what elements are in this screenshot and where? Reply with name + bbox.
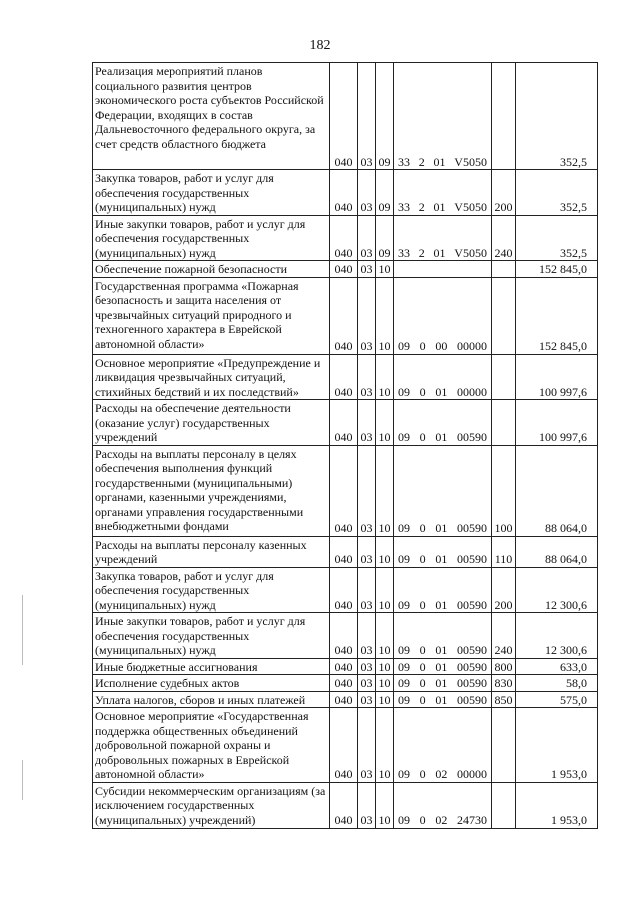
program-code-part: 01 [433, 200, 446, 214]
code-ved: 040 [330, 445, 358, 536]
code-ved: 040 [330, 215, 358, 261]
row-sum: 575,0 [516, 691, 598, 708]
program-code-part: 0 [419, 339, 426, 353]
program-code-part: 01 [435, 643, 448, 657]
row-name: Иные закупки товаров, работ и услуг для обеспечения государственных (муниципальных) нужд [93, 613, 330, 659]
program-code-part: V5050 [454, 154, 487, 169]
program-code-part: 0 [419, 767, 426, 781]
code-vr: 830 [492, 675, 516, 692]
program-code-part: 09 [398, 339, 410, 353]
code-ved: 040 [330, 354, 358, 400]
code-ved: 040 [330, 277, 358, 354]
row-name: Субсидии некоммерческим организациям (за исключением государственных (муниципальных) учреждений) [93, 782, 330, 828]
program-code-parts [396, 200, 489, 215]
code-ved: 040 [330, 613, 358, 659]
row-sum: 1 953,0 [516, 708, 598, 783]
code-vr: 100 [492, 445, 516, 536]
row-sum: 100 997,6 [516, 400, 598, 446]
code-vr: 240 [492, 613, 516, 659]
row-sum: 352,5 [516, 170, 598, 216]
code-pr: 10 [376, 782, 394, 828]
row-name: Обеспечение пожарной безопасности [93, 261, 330, 278]
row-name: Исполнение судебных актов [93, 675, 330, 692]
code-rz: 03 [358, 277, 376, 354]
code-vr: 200 [492, 170, 516, 216]
program-code-parts [396, 643, 489, 658]
program-code-part: V5050 [454, 200, 487, 214]
program-code-part: 01 [435, 430, 448, 444]
table-row [93, 354, 598, 400]
program-code-part: 00 [435, 339, 448, 353]
program-code-part: 00590 [456, 676, 487, 690]
program-code-part: 00000 [456, 767, 487, 781]
code-pr: 10 [376, 445, 394, 536]
row-sum: 12 300,6 [516, 613, 598, 659]
table-row [93, 261, 598, 278]
row-name: Расходы на обеспечение деятельности (оказание услуг) государственных учреждений [93, 400, 330, 446]
program-code-part: 09 [398, 597, 410, 612]
scan-edge-mark [22, 760, 23, 800]
code-program [394, 445, 492, 536]
code-program [394, 261, 492, 278]
code-ved: 040 [330, 691, 358, 708]
code-program [394, 400, 492, 446]
row-sum: 152 845,0 [516, 261, 598, 278]
code-pr: 09 [376, 170, 394, 216]
program-code-parts [396, 767, 489, 782]
program-code-part: 09 [398, 384, 410, 399]
code-program [394, 691, 492, 708]
code-vr [492, 782, 516, 828]
program-code-parts [396, 693, 489, 708]
code-vr [492, 261, 516, 278]
code-program [394, 354, 492, 400]
code-vr [492, 354, 516, 400]
program-code-part: 00590 [456, 597, 487, 612]
program-code-part: 0 [419, 384, 426, 399]
program-code-part: 01 [435, 521, 448, 535]
code-ved: 040 [330, 658, 358, 675]
table-row [93, 675, 598, 692]
code-pr: 10 [376, 613, 394, 659]
program-code-part: 2 [418, 154, 425, 169]
code-rz: 03 [358, 613, 376, 659]
program-code-part: 09 [398, 813, 410, 827]
program-code-part: 0 [419, 643, 426, 657]
code-vr: 110 [492, 536, 516, 567]
row-sum: 352,5 [516, 63, 598, 170]
program-code-part: 00590 [456, 659, 487, 674]
row-sum: 1 953,0 [516, 782, 598, 828]
program-code-part: 01 [435, 597, 448, 612]
code-rz: 03 [358, 261, 376, 278]
program-code-part: 0 [419, 813, 426, 827]
code-pr: 10 [376, 277, 394, 354]
program-code-part: 33 [398, 154, 410, 169]
program-code-part: 02 [435, 767, 448, 781]
program-code-part: 01 [435, 676, 448, 690]
code-pr: 10 [376, 400, 394, 446]
code-pr: 10 [376, 567, 394, 613]
code-pr: 10 [376, 536, 394, 567]
table-row [93, 536, 598, 567]
program-code-part: 09 [398, 676, 410, 690]
program-code-parts [396, 598, 489, 613]
program-code-part: 00000 [456, 339, 487, 353]
program-code-part: 0 [419, 676, 426, 690]
code-ved: 040 [330, 170, 358, 216]
code-rz: 03 [358, 782, 376, 828]
code-rz: 03 [358, 445, 376, 536]
code-pr: 10 [376, 691, 394, 708]
scan-edge-mark [22, 595, 23, 665]
table-row [93, 691, 598, 708]
code-ved: 040 [330, 400, 358, 446]
code-pr: 10 [376, 675, 394, 692]
row-sum: 352,5 [516, 215, 598, 261]
program-code-parts [396, 676, 489, 691]
code-vr: 800 [492, 658, 516, 675]
code-vr [492, 63, 516, 170]
code-rz: 03 [358, 354, 376, 400]
code-rz: 03 [358, 708, 376, 783]
program-code-part: 01 [435, 659, 448, 674]
program-code-part: 2 [418, 245, 425, 260]
row-name: Иные закупки товаров, работ и услуг для обеспечения государственных (муниципальных) нужд [93, 215, 330, 261]
code-program [394, 277, 492, 354]
code-program [394, 215, 492, 261]
row-name: Государственная программа «Пожарная безопасность и защита населения от чрезвычайных ситуаций природного и техногенного характера в Еврейской автономной области» [93, 277, 330, 354]
program-code-part: 01 [435, 552, 448, 566]
program-code-part: 0 [419, 552, 426, 566]
code-program [394, 708, 492, 783]
row-name: Расходы на выплаты персоналу казенных учреждений [93, 536, 330, 567]
program-code-part: 00590 [456, 430, 487, 444]
code-ved: 040 [330, 567, 358, 613]
program-code-parts [396, 339, 489, 354]
row-name: Основное мероприятие «Государственная поддержка общественных объединений добровольной пожарной охраны и добровольных пожарных в Еврейской автономной области» [93, 708, 330, 783]
code-pr: 09 [376, 63, 394, 170]
budget-table-body [93, 63, 598, 829]
code-rz: 03 [358, 675, 376, 692]
code-program [394, 63, 492, 170]
program-code-parts [396, 385, 489, 400]
code-vr [492, 277, 516, 354]
table-row [93, 658, 598, 675]
program-code-part: 0 [419, 430, 426, 444]
code-ved: 040 [330, 708, 358, 783]
code-rz: 03 [358, 536, 376, 567]
code-rz: 03 [358, 170, 376, 216]
program-code-part: 09 [398, 659, 410, 674]
code-program [394, 536, 492, 567]
table-row [93, 215, 598, 261]
program-code-part: 0 [419, 597, 426, 612]
program-code-part: 0 [419, 692, 426, 707]
code-rz: 03 [358, 691, 376, 708]
program-code-part: 01 [433, 245, 446, 260]
row-sum: 88 064,0 [516, 536, 598, 567]
code-program [394, 170, 492, 216]
program-code-parts [396, 813, 489, 828]
code-pr: 09 [376, 215, 394, 261]
program-code-part: 24730 [456, 813, 487, 827]
page-number: 182 [309, 38, 331, 53]
code-vr: 850 [492, 691, 516, 708]
program-code-part: 01 [435, 692, 448, 707]
row-name: Закупка товаров, работ и услуг для обеспечения государственных (муниципальных) нужд [93, 170, 330, 216]
code-ved: 040 [330, 782, 358, 828]
program-code-part: 09 [398, 430, 410, 444]
row-name: Закупка товаров, работ и услуг для обеспечения государственных (муниципальных) нужд [93, 567, 330, 613]
code-vr: 240 [492, 215, 516, 261]
table-row [93, 708, 598, 783]
row-sum: 100 997,6 [516, 354, 598, 400]
program-code-part: 00590 [456, 552, 487, 566]
row-sum: 152 845,0 [516, 277, 598, 354]
program-code-part: 09 [398, 552, 410, 566]
code-ved: 040 [330, 536, 358, 567]
row-sum: 58,0 [516, 675, 598, 692]
program-code-part: 00590 [456, 692, 487, 707]
program-code-part: 01 [435, 384, 448, 399]
program-code-parts [396, 155, 489, 170]
budget-table [92, 62, 598, 829]
program-code-parts [396, 660, 489, 675]
program-code-part: 01 [433, 154, 446, 169]
code-pr: 10 [376, 354, 394, 400]
code-rz: 03 [358, 567, 376, 613]
code-ved: 040 [330, 675, 358, 692]
row-sum: 88 064,0 [516, 445, 598, 536]
program-code-part: 0 [419, 659, 426, 674]
program-code-parts [396, 246, 489, 261]
code-rz: 03 [358, 63, 376, 170]
program-code-parts [396, 521, 489, 536]
code-pr: 10 [376, 658, 394, 675]
code-ved: 040 [330, 63, 358, 170]
code-rz: 03 [358, 215, 376, 261]
program-code-part: 09 [398, 521, 410, 535]
table-row [93, 170, 598, 216]
program-code-part: 0 [419, 521, 426, 535]
table-row [93, 567, 598, 613]
program-code-part: 2 [418, 200, 425, 214]
program-code-parts [396, 430, 489, 445]
table-row [93, 613, 598, 659]
program-code-part: 00000 [456, 384, 487, 399]
code-rz: 03 [358, 658, 376, 675]
code-rz: 03 [358, 400, 376, 446]
table-row [93, 782, 598, 828]
program-code-part: 09 [398, 643, 410, 657]
program-code-part: 00590 [456, 643, 487, 657]
code-program [394, 782, 492, 828]
code-vr [492, 400, 516, 446]
row-name: Иные бюджетные ассигнования [93, 658, 330, 675]
code-ved: 040 [330, 261, 358, 278]
row-name: Основное мероприятие «Предупреждение и ликвидация чрезвычайных ситуаций, стихийных бедствий и их последствий» [93, 354, 330, 400]
program-code-part: 33 [398, 245, 410, 260]
row-name: Реализация мероприятий планов социального развития центров экономического роста субъектов Российской Федерации, входящих в состав Дальневосточного федерального округа, за счет средств областного бюджета [93, 63, 330, 170]
code-pr: 10 [376, 708, 394, 783]
row-name: Расходы на выплаты персоналу в целях обеспечения выполнения функций государственными (муниципальными) органами, казенными учреждениями, органами управления государственными внебюджетными фондами [93, 445, 330, 536]
row-sum: 12 300,6 [516, 567, 598, 613]
code-vr: 200 [492, 567, 516, 613]
program-code-parts [396, 552, 489, 567]
program-code-part: 09 [398, 767, 410, 781]
table-row [93, 400, 598, 446]
code-program [394, 613, 492, 659]
program-code-part: 00590 [456, 521, 487, 535]
code-program [394, 658, 492, 675]
row-name: Уплата налогов, сборов и иных платежей [93, 691, 330, 708]
table-row [93, 445, 598, 536]
code-program [394, 675, 492, 692]
program-code-part: 09 [398, 692, 410, 707]
row-sum: 633,0 [516, 658, 598, 675]
code-pr: 10 [376, 261, 394, 278]
table-row [93, 277, 598, 354]
table-row [93, 63, 598, 170]
program-code-part: 02 [435, 813, 448, 827]
code-program [394, 567, 492, 613]
program-code-part: 33 [398, 200, 410, 214]
code-vr [492, 708, 516, 783]
program-code-part: V5050 [454, 245, 487, 260]
